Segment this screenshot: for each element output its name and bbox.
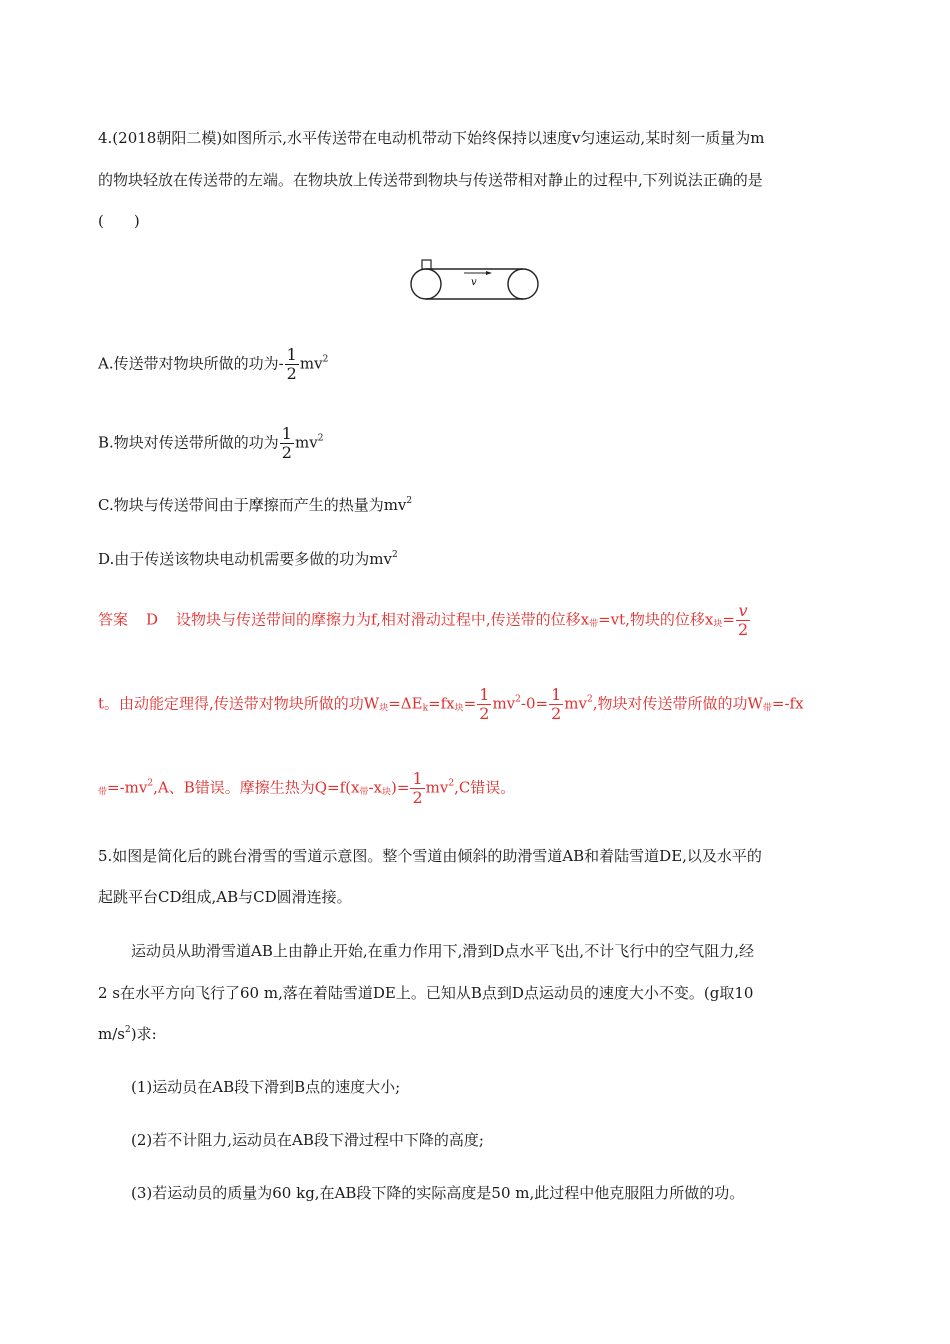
q4-line-1: 4.(2018朝阳二模)如图所示,水平传送带在电动机带动下始终保持以速度v匀速运动,某时刻一质量为m (98, 129, 765, 147)
block-shape (422, 260, 431, 269)
fraction-half: $\frac{1}{2}$ (412, 769, 423, 807)
q5-line-5: $m/s^2$)求: (98, 1025, 157, 1043)
fraction-half: $\frac{1}{2}$ (286, 345, 297, 383)
velocity-arrowhead (486, 271, 492, 275)
q4-line-3: ( ) (98, 212, 140, 230)
conveyor-belt-figure (408, 258, 542, 302)
fraction-half: $\frac{1}{2}$ (551, 685, 562, 723)
answer-line-3: $_带=-mv^2,A$、B错误。摩擦生热为$Q=f(x_带-x_块)=$ $\frac{1}{2}$ $mv^2,C$错误。 (98, 769, 516, 807)
q5-subquestion-1: (1)运动员在AB段下滑到B点的速度大小; (131, 1078, 401, 1096)
answer-line-1: 答案 D 设物块与传送带间的摩擦力为f,相对滑动过程中,传送带的位移$x_带=vt$,物块的位移$x_块=$ $\frac{v}{2}$ (98, 601, 749, 639)
option-b: B.物块对传送带所做的功为 $\frac{1}{2}$ $mv^2$ (98, 424, 324, 462)
option-c: C.物块与传送带间由于摩擦而产生的热量为$mv^2$ (98, 496, 413, 514)
velocity-label: v (471, 277, 477, 288)
q5-subquestion-2: (2)若不计阻力,运动员在AB段下滑过程中下降的高度; (131, 1131, 484, 1149)
right-pulley (508, 269, 538, 299)
fraction-half: $\frac{1}{2}$ (479, 685, 490, 723)
q5-line-4: 2 s在水平方向飞行了60 m,落在着陆雪道DE上。已知从B点到D点运动员的速度大小不变。(g取10 (98, 984, 754, 1002)
fraction-v-over-2: $\frac{v}{2}$ (737, 601, 749, 639)
q5-subquestion-3: (3)若运动员的质量为60 kg,在AB段下降的实际高度是50 m,此过程中他克服阻力所做的功。 (131, 1184, 745, 1202)
option-d: D.由于传送该物块电动机需要多做的功为$mv^2$ (98, 550, 398, 568)
answer-label: 答案 (98, 610, 129, 629)
q5-line-1: 5.如图是简化后的跳台滑雪的雪道示意图。整个雪道由倾斜的助滑雪道AB和着陆雪道DE,以及水平的 (98, 847, 762, 865)
left-pulley (411, 269, 441, 299)
answer-line-2: t。由动能定理得,传送带对物块所做的功$W_块=\Delta E_k=fx_块=$ $\frac{1}{2}$ $mv^2-0=$ $\frac{1}{2}$ $mv^2$,物块对传送带所做的功$W_带=-fx$ (98, 685, 804, 723)
fraction-half: $\frac{1}{2}$ (281, 424, 292, 462)
q4-line-2: 的物块轻放在传送带的左端。在物块放上传送带到物块与传送带相对静止的过程中,下列说法正确的是 (98, 171, 763, 189)
option-a: A.传送带对物块所做的功为- $\frac{1}{2}$ $mv^2$ (98, 345, 329, 383)
answer-choice: D (146, 610, 159, 629)
q5-line-3: 运动员从助滑雪道AB上由静止开始,在重力作用下,滑到D点水平飞出,不计飞行中的空气阻力,经 (131, 942, 754, 960)
q5-line-2: 起跳平台CD组成,AB与CD圆滑连接。 (98, 888, 352, 906)
